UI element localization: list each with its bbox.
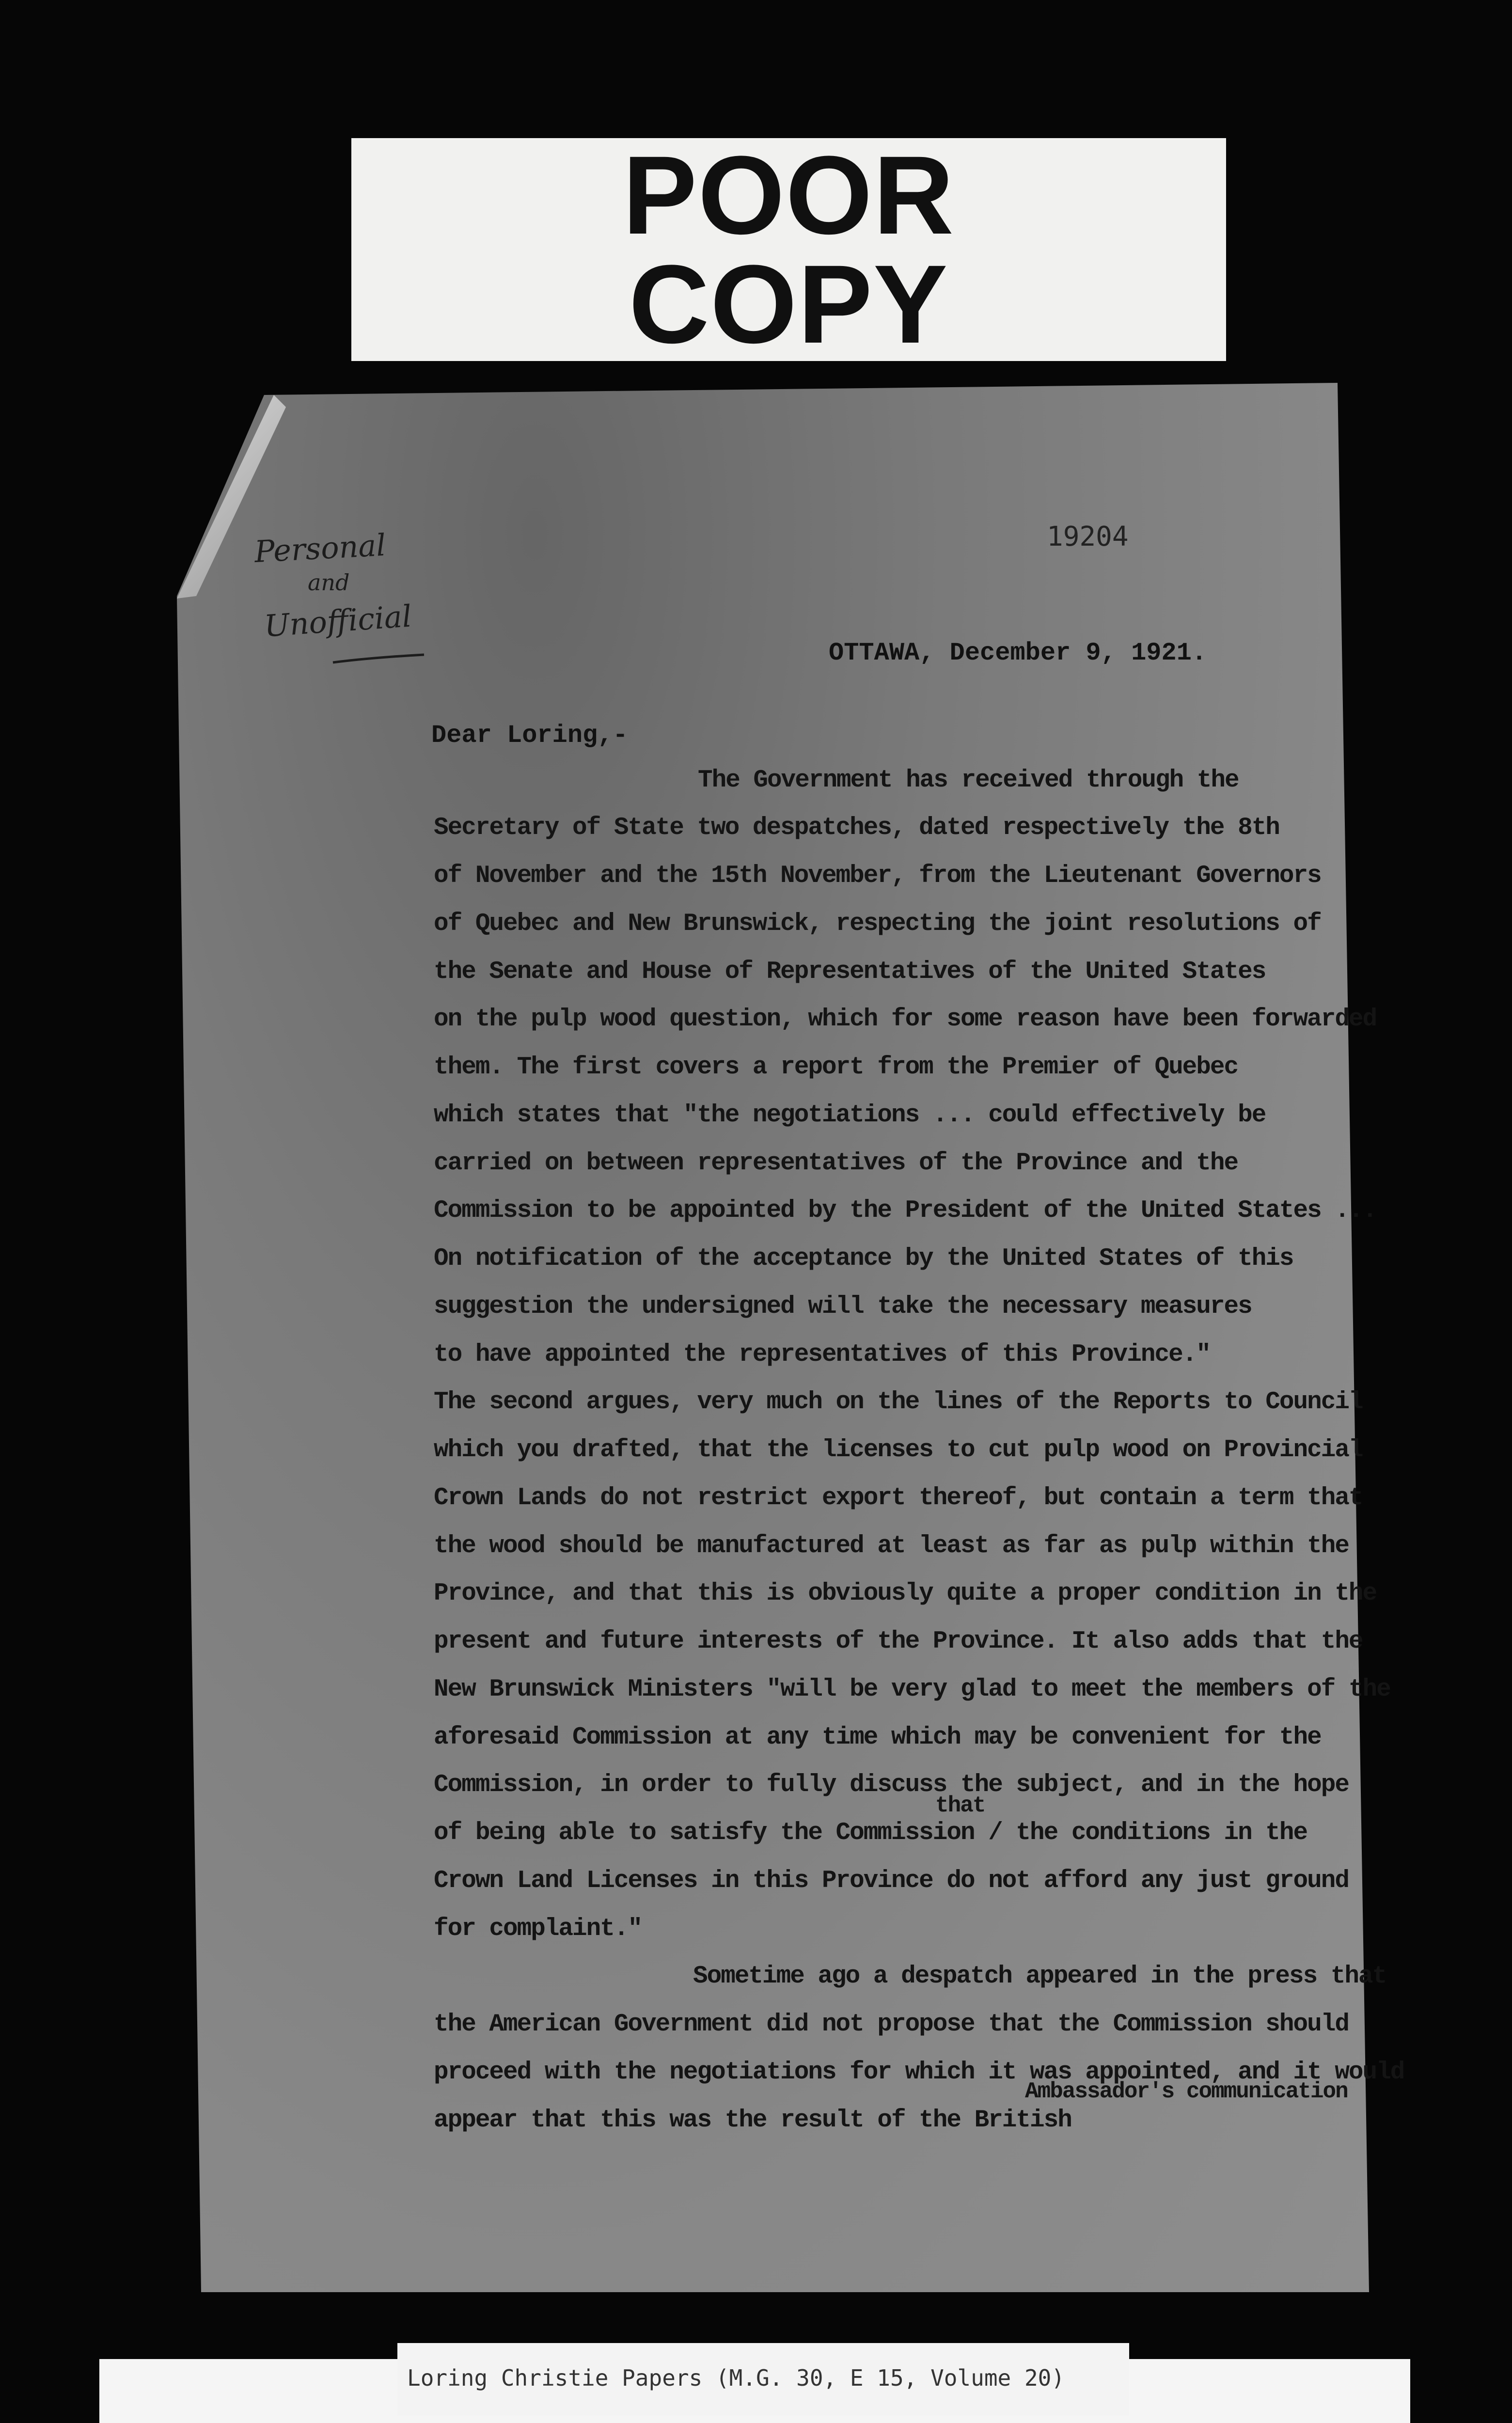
insertion-ambassador: Ambassador's communication	[1025, 2079, 1348, 2104]
letter-line: Commission, in order to fully discuss the subject, and in the hope	[434, 1771, 1349, 1799]
annotation-line-1: Personal	[253, 527, 387, 570]
insertion-that: that	[935, 1793, 985, 1818]
letter-line: proceed with the negotiations for which it was appointed, and it would	[434, 2059, 1404, 2086]
dateline: OTTAWA, December 9, 1921.	[829, 639, 1207, 667]
letter-line: the Senate and House of Representatives of the United States	[434, 958, 1266, 986]
salutation: Dear Loring,-	[431, 721, 628, 750]
letter-line: The second argues, very much on the lines of the Reports to Council	[434, 1388, 1363, 1416]
letter-line: to have appointed the representatives of this Province."	[434, 1341, 1210, 1369]
annotation-line-2: and	[308, 569, 350, 596]
letter-line: of November and the 15th November, from the Lieutenant Governors	[434, 862, 1321, 890]
letter-line: the American Government did not propose that the Commission should	[434, 2011, 1349, 2038]
letter-line: for complaint."	[434, 1915, 642, 1943]
letter-line: carried on between representatives of the Province and the	[434, 1149, 1238, 1177]
letter-line: on the pulp wood question, which for some reason have been forwarded	[434, 1006, 1377, 1033]
letter-line: the wood should be manufactured at least as far as pulp within the	[434, 1532, 1349, 1560]
letter-line: Crown Land Licenses in this Province do not afford any just ground	[434, 1867, 1349, 1895]
letter-line: appear that this was the result of the British	[434, 2107, 1071, 2134]
letter-line: aforesaid Commission at any time which may be convenient for the	[434, 1724, 1321, 1751]
letter-line: On notification of the acceptance by the United States of this	[434, 1245, 1293, 1273]
citation-slip: Loring Christie Papers (M.G. 30, E 15, Volume 20)	[397, 2343, 1129, 2416]
poor-copy-banner	[351, 133, 1226, 366]
letter-line: Commission to be appointed by the President of the United States ...	[434, 1197, 1377, 1225]
reference-number: 19204	[1047, 521, 1129, 552]
letter-line: The Government has received through the	[698, 767, 1239, 794]
letter-line: of being able to satisfy the Commission / the conditions in the	[434, 1819, 1307, 1847]
letter-line: New Brunswick Ministers "will be very glad to meet the members of the	[434, 1676, 1390, 1703]
letter-line: of Quebec and New Brunswick, respecting the joint resolutions of	[434, 910, 1321, 938]
letter-line: present and future interests of the Province. It also adds that the	[434, 1628, 1363, 1655]
letter-line: Secretary of State two despatches, dated respectively the 8th	[434, 814, 1279, 842]
letter-line: which states that "the negotiations ... could effectively be	[434, 1101, 1266, 1129]
letter-line: Crown Lands do not restrict export thereof, but contain a term that	[434, 1484, 1363, 1512]
banner-line-1: POOR	[622, 133, 955, 257]
annotation-underline	[332, 652, 429, 666]
letter-line: Province, and that this is obviously quite a proper condition in the	[434, 1580, 1377, 1607]
annotation-line-3: Unofficial	[263, 598, 413, 644]
letter-line: them. The first covers a report from the Premier of Quebec	[434, 1054, 1238, 1081]
banner-line-2: COPY	[629, 242, 949, 366]
handwritten-annotation	[253, 527, 526, 676]
letter-line: which you drafted, that the licenses to cut pulp wood on Provincial	[434, 1436, 1363, 1464]
letter-line: Sometime ago a despatch appeared in the press that	[693, 1963, 1386, 1990]
letter-line: suggestion the undersigned will take the necessary measures	[434, 1293, 1252, 1321]
